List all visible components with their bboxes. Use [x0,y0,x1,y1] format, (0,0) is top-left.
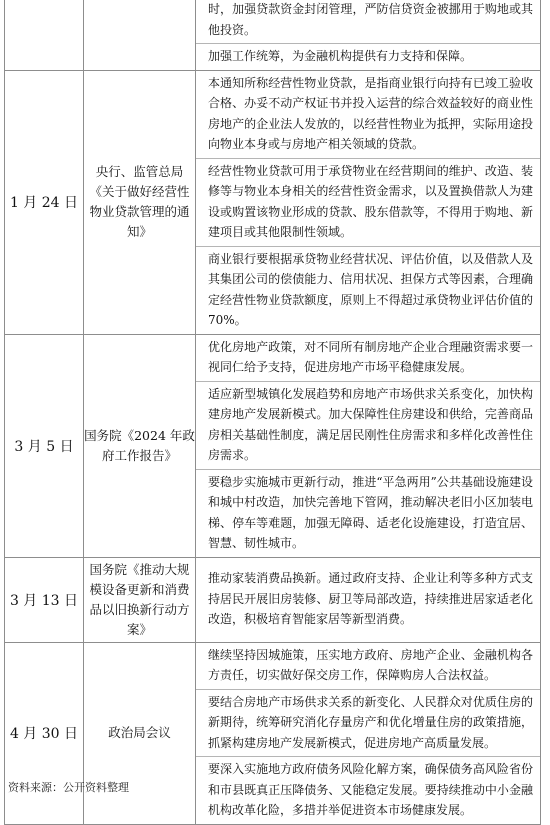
content-paragraph: 继续坚持因城施策，压实地方政府、房地产企业、金融机构各方责任，切实做好保交房工作，保障购房人合法权益。 [208,647,533,682]
table-row [5,642,541,824]
content-cell [196,642,541,824]
content-cell [196,334,541,557]
content-paragraph: 加强工作统筹，为金融机构提供有力支持和保障。 [196,43,540,70]
issuer-cell: 政治局会议 [84,642,196,824]
table-row [5,0,541,70]
content-paragraph: 本通知所称经营性物业贷款，是指商业银行向持有已竣工验收合格、办妥不动产权证书并投入运营的综合效益较好的商业性房地产的企业法人发放的，以经营性物业为抵押，实际用途投向物业本身或与房地产相关领域的贷款。 [208,75,533,151]
table-row [5,557,541,642]
content-paragraph: 商业银行要根据承贷物业经营状况、评估价值，以及借款人及其集团公司的偿债能力、信用状况、担保方式等因素，合理确定经营性物业贷款额度，原则上不得超过承贷物业评估价值的 70%。 [196,246,540,334]
content-cell [196,70,541,334]
content-paragraph: 适应新型城镇化发展趋势和房地产市场供求关系变化，加快构建房地产发展新模式。加大保障性住房建设和供给，完善商品房相关基础性制度，满足居民刚性住房需求和多样化改善性住房需求。 [196,381,540,469]
content-paragraph: 优化房地产政策，对不同所有制房地产企业合理融资需求要一视同仁给予支持，促进房地产市场平稳健康发展。 [208,339,533,374]
content-cell [196,557,541,642]
date-cell: 4 月 30 日 [5,642,84,824]
date-cell: 3 月 5 日 [5,334,84,557]
table-row [5,70,541,334]
source-note: 资料来源：公开资料整理 [8,781,129,794]
content-paragraph: 推动家装消费品换新。通过政府支持、企业让利等多种方式支持居民开展旧房装修、厨卫等局部改造，持续推进居家适老化改造，积极培育智能家居等新型消费。 [208,571,533,627]
table-row [5,334,541,557]
content-paragraph: 时，加强贷款资金封闭管理，严防信贷资金被挪用于购地或其他投资。 [208,2,533,37]
content-paragraph: 要结合房地产市场供求关系的新变化、人民群众对优质住房的新期待，统筹研究消化存量房产和优化增量住房的政策措施，抓紧构建房地产发展新模式，促进房地产高质量发展。 [196,689,540,757]
date-cell [5,0,84,70]
content-paragraph: 经营性物业贷款可用于承贷物业在经营期间的维护、改造、装修等与物业本身相关的经营性资金需求，以及置换借款人为建设或购置该物业形成的贷款、股东借款等，不得用于购地、新建项目或其他限制性领域。 [196,158,540,246]
content-paragraph: 要深入实施地方政府债务风险化解方案，确保债务高风险省份和市县既真正压降债务、又能稳定发展。要持续推动中小金融机构改革化险，多措并举促进资本市场健康发展。 [196,756,540,824]
issuer-cell [84,0,196,70]
content-paragraph: 要稳步实施城市更新行动，推进“平急两用”公共基础设施建设和城中村改造，加快完善地下管网，推动解决老旧小区加装电梯、停车等难题，加强无障碍、适老化设施建设，打造宜居、智慧、韧性城市。 [196,469,540,557]
issuer-cell: 央行、监管总局《关于做好经营性物业贷款管理的通知》 [84,70,196,334]
date-cell: 1 月 24 日 [5,70,84,334]
issuer-cell: 国务院《2024 年政府工作报告》 [84,334,196,557]
issuer-cell: 国务院《推动大规模设备更新和消费品以旧换新行动方案》 [84,557,196,642]
date-cell: 3 月 13 日 [5,557,84,642]
content-cell [196,0,541,70]
policy-table [4,0,541,825]
